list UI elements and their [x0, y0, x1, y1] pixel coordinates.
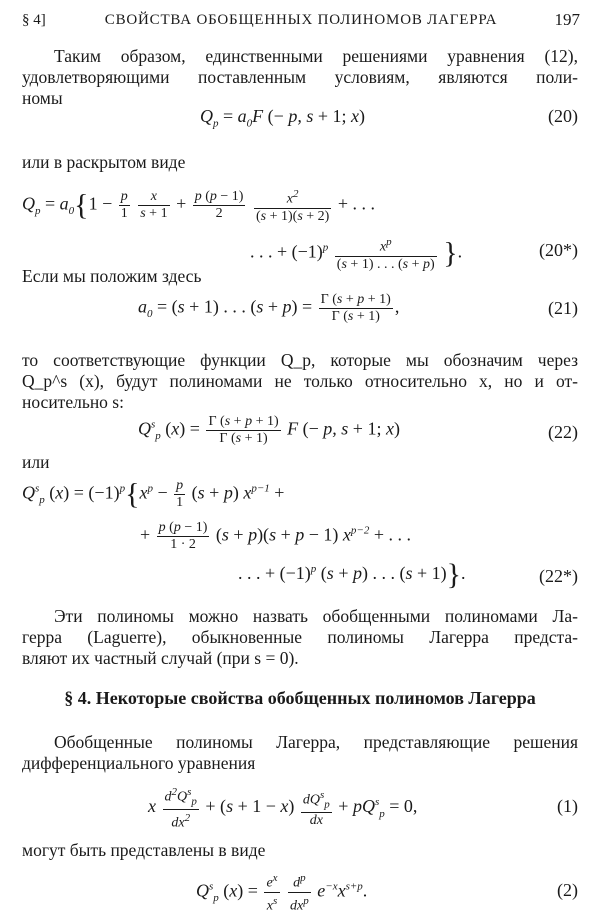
paragraph-text: [22, 350, 578, 413]
text-line: носительно s:: [22, 392, 124, 412]
paragraph-text: [22, 840, 578, 861]
equation-22: $Q^s_p$ (x) = $\frac{\Gamma (s + p + 1)}{\Gamma (s + 1)}$ F (− p, s + 1; x): [138, 414, 400, 446]
equation-20: $Q_p = a_0F$ (− p, s + 1; x): [200, 106, 365, 130]
text-line: удовлетворяющими поставленным условиям, являются поли-: [22, 67, 578, 87]
header-title: СВОЙСТВА ОБОБЩЕННЫХ ПОЛИНОМОВ ЛАГЕРРА: [104, 12, 498, 28]
paragraph-text: [22, 266, 578, 287]
equation-21: $a_0 = (s + 1)$ . . . (s + p) = $\frac{\Gamma (s + p + 1)}{\Gamma (s + 1)}$ ,: [138, 292, 400, 324]
paragraph-intro: [22, 46, 578, 109]
equation-number: (20): [548, 106, 578, 126]
equation-number: (22): [548, 422, 578, 442]
text-line: Если мы положим здесь: [22, 266, 202, 286]
text-line: дифференциального уравнения: [22, 753, 256, 773]
text-line: или в раскрытом виде: [22, 152, 186, 172]
paragraph-text: [22, 606, 578, 669]
equation-20s-line1: $Q_p = a_0\{1$ − $\frac{p}{1}$ $\frac{x}{s + 1}$ + $\frac{p (p - 1)}{2}$ $\frac{x^2}{(s + 1)(s + 2)}$ + . . .: [22, 188, 375, 224]
text-line: могут быть представлены в виде: [22, 840, 266, 860]
equation-1: x $\frac{d^2Q^s_p}{dx^2}$ + (s + 1 − x) $\frac{dQ^s_p}{dx}$ + $pQ^s_p = 0$,: [148, 786, 418, 832]
text-line: то соответствующие функции Q_p, которые мы обозначим через: [22, 350, 578, 370]
page-number: 197: [554, 10, 580, 29]
equation-number: (22*): [539, 566, 578, 586]
section-heading: § 4. Некоторые свойства обобщенных полиномов Лагерра: [64, 688, 536, 708]
paragraph-text: [22, 452, 578, 473]
equation-number: (2): [557, 880, 578, 900]
paragraph-text: [22, 732, 578, 774]
running-header: [22, 10, 580, 32]
text-line: Таким образом, единственными решениями уравнения (12),: [54, 46, 578, 66]
text-line: Q_p^s (x), будут полиномами не только относительно x, но и от-: [22, 371, 578, 391]
equation-number: (20*): [539, 240, 578, 260]
equation-2: $Q^s_p$ (x) = $\frac{e^x}{x^s}$ $\frac{d^p}{dx^p}$ $e^{-x}x^{s+p}$.: [196, 872, 368, 914]
text-line: номы: [22, 88, 63, 108]
equation-number: (1): [557, 796, 578, 816]
text-line: или: [22, 452, 50, 472]
equation-22s-line3: . . . + $(-1)^p$ (s + p) . . . (s + 1)}.: [238, 558, 466, 591]
equation-20s-line2: . . . + $(-1)^p$ $\frac{x^p}{(s + 1) . . . (s + p)}$ }.: [250, 236, 463, 272]
paragraph-text: [22, 152, 578, 173]
equation-22s-line1: $Q^s_p$ $(x) = (-1)^p\{x^p$ − $\frac{p}{1}$ (s + p) $x^{p-1}$ +: [22, 477, 285, 511]
text-line: Эти полиномы можно назвать обобщенными полиномами Ла-: [54, 606, 578, 626]
text-line: вляют их частный случай (при s = 0).: [22, 648, 299, 668]
equation-22s-line2: + $\frac{p (p - 1)}{1 \cdot 2}$ (s + p)(s + p − 1) $x^{p-2}$ + . . .: [140, 520, 411, 552]
equation-number: (21): [548, 298, 578, 318]
text-line: Обобщенные полиномы Лагерра, представляющие решения: [54, 732, 578, 752]
header-section: § 4]: [22, 12, 46, 28]
text-line: герра (Laguerre), обыкновенные полиномы Лагерра предста-: [22, 627, 578, 647]
